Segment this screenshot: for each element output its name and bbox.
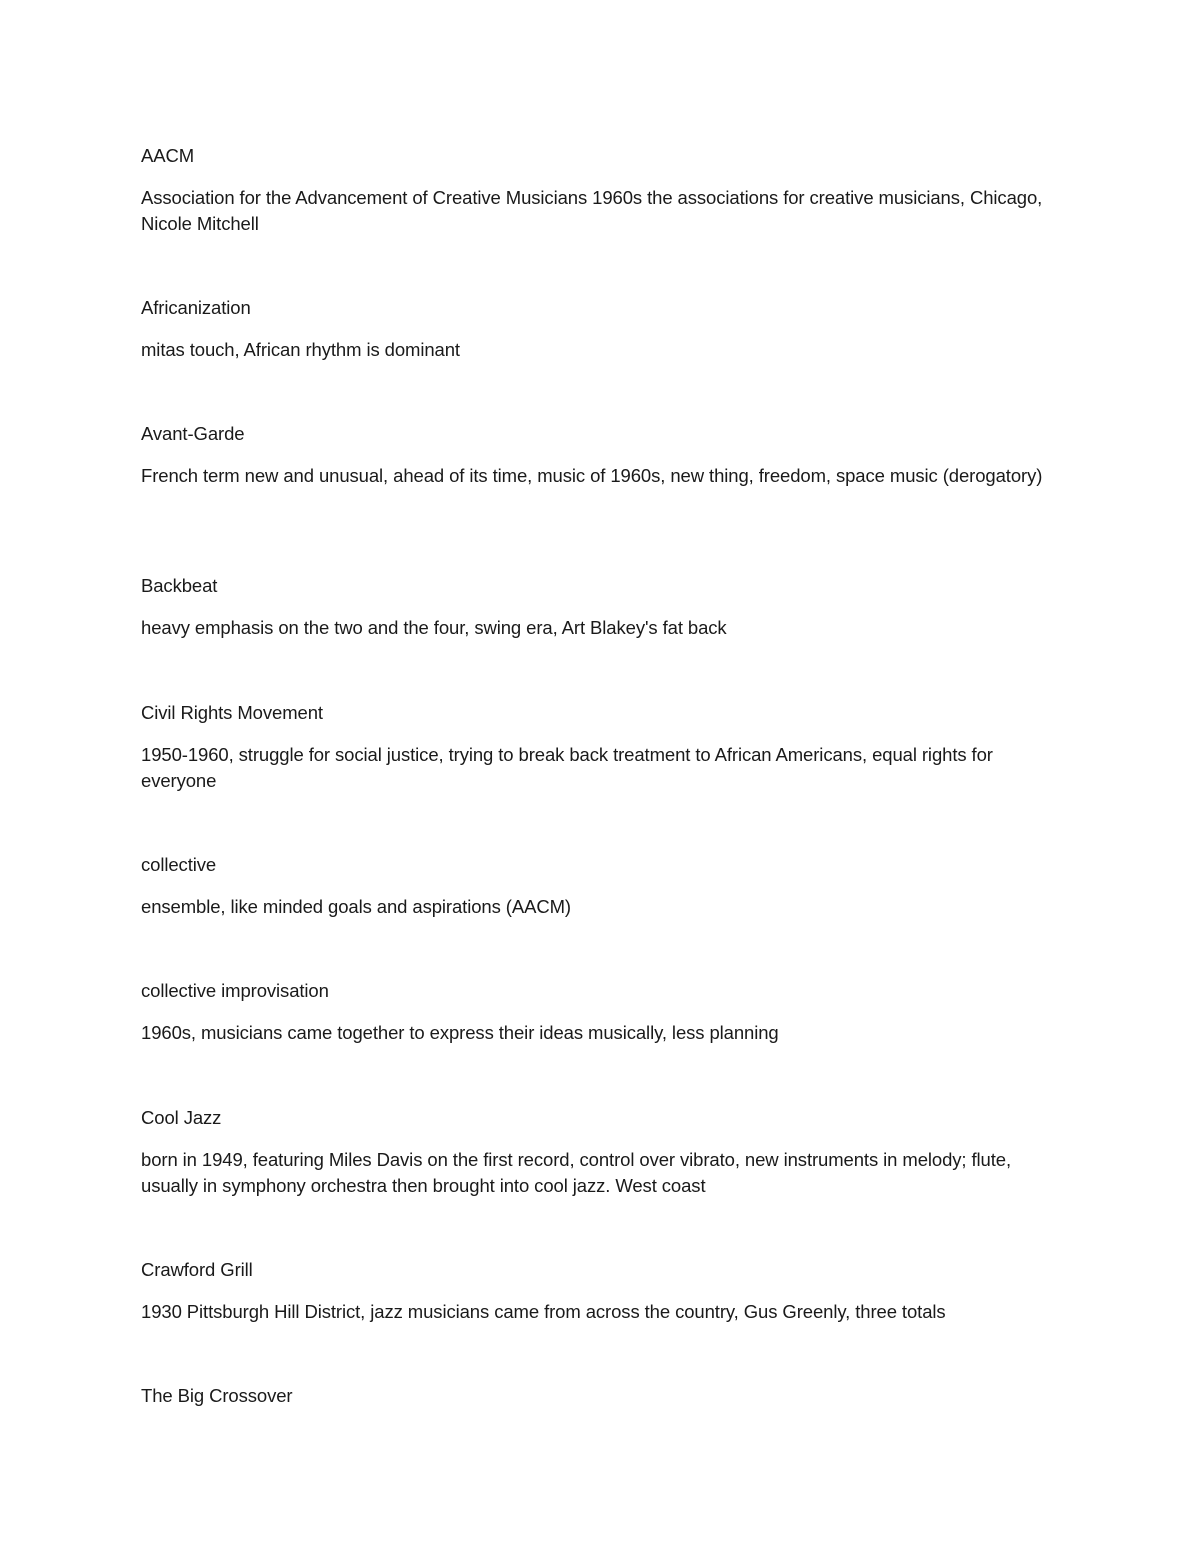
entry-definition: ensemble, like minded goals and aspirations (AACM) <box>141 896 571 917</box>
entry-definition: 1960s, musicians came together to express their ideas musically, less planning <box>141 1022 779 1043</box>
entry-term: Civil Rights Movement <box>141 702 323 723</box>
entry-term: Avant-Garde <box>141 423 245 444</box>
glossary-entry <box>141 421 1061 489</box>
glossary-entry <box>141 1383 1061 1409</box>
entry-term: collective improvisation <box>141 980 329 1001</box>
glossary-entry <box>141 143 1061 237</box>
glossary-entry <box>141 852 1061 920</box>
entry-definition: heavy emphasis on the two and the four, swing era, Art Blakey's fat back <box>141 617 727 638</box>
glossary-entry <box>141 573 1061 641</box>
glossary-entry <box>141 1105 1061 1199</box>
entry-term: AACM <box>141 145 195 166</box>
entry-term: Africanization <box>141 297 251 318</box>
entry-term: Cool Jazz <box>141 1107 222 1128</box>
glossary-entry <box>141 1257 1061 1325</box>
glossary-entry <box>141 978 1061 1046</box>
entry-definition: born in 1949, featuring Miles Davis on the first record, control over vibrato, new instruments in melody; flute, usually in symphony orchestra then brought into cool jazz. West coast <box>141 1149 1012 1196</box>
entry-term: The Big Crossover <box>141 1385 293 1406</box>
entry-definition: 1950-1960, struggle for social justice, trying to break back treatment to African Americans, equal rights for everyone <box>141 744 993 791</box>
entry-definition: mitas touch, African rhythm is dominant <box>141 339 460 360</box>
entry-definition: 1930 Pittsburgh Hill District, jazz musicians came from across the country, Gus Greenly, three totals <box>141 1301 946 1322</box>
entry-definition: Association for the Advancement of Creative Musicians 1960s the associations for creative musicians, Chicago, Nicole Mitchell <box>141 187 1043 234</box>
glossary-entry <box>141 700 1061 794</box>
entry-definition: French term new and unusual, ahead of its time, music of 1960s, new thing, freedom, space music (derogatory) <box>141 465 1043 486</box>
entry-term: Crawford Grill <box>141 1259 253 1280</box>
entry-term: collective <box>141 854 217 875</box>
entry-term: Backbeat <box>141 575 218 596</box>
glossary-entry <box>141 295 1061 363</box>
